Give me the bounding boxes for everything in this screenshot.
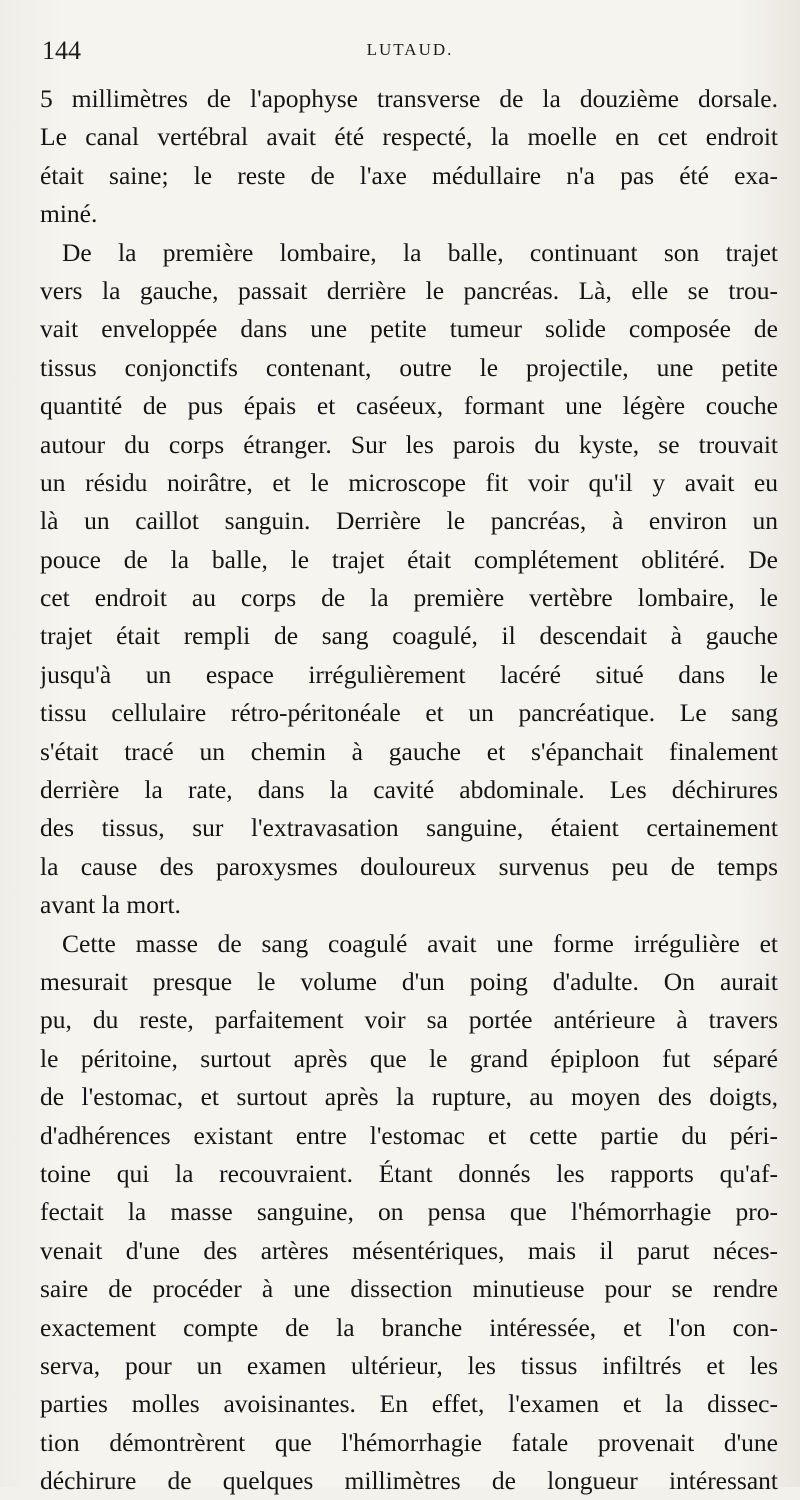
text-line: 5 millimètres de l'apophyse transverse de la douzième dorsale.: [40, 84, 778, 113]
text-line: avant la mort.: [40, 890, 181, 920]
text-line: d'adhérences existant entre l'estomac et cette partie du péri-: [40, 1120, 778, 1150]
text-line: serva, pour un examen ultérieur, les tissus infiltrés et les: [40, 1350, 778, 1380]
text-line: miné.: [40, 199, 98, 229]
text-line: pouce de la balle, le trajet était complétement oblitéré. De: [40, 544, 778, 574]
text-line: jusqu'à un espace irrégulièrement lacéré situé dans le: [40, 659, 778, 689]
body-text: [40, 80, 778, 1500]
text-line: saire de procéder à une dissection minutieuse pour se rendre: [40, 1274, 778, 1304]
text-line: vers la gauche, passait derrière le pancréas. Là, elle se trou-: [40, 275, 778, 305]
text-line: derrière la rate, dans la cavité abdominale. Les déchirures: [40, 775, 778, 805]
text-line: autour du corps étranger. Sur les parois du kyste, se trouvait: [40, 429, 778, 459]
text-line: mesurait presque le volume d'un poing d'adulte. On aurait: [40, 966, 778, 996]
text-line: parties molles avoisinantes. En effet, l'examen et la dissec-: [40, 1389, 778, 1419]
text-line: Cette masse de sang coagulé avait une forme irrégulière et: [62, 928, 778, 958]
text-line: était saine; le reste de l'axe médullaire n'a pas été exa-: [40, 160, 778, 190]
text-line: s'était tracé un chemin à gauche et s'épanchait finalement: [40, 736, 778, 766]
text-line: tissu cellulaire rétro-péritonéale et un pancréatique. Le sang: [40, 698, 778, 728]
text-line: fectait la masse sanguine, on pensa que l'hémorrhagie pro-: [40, 1197, 778, 1227]
text-line: quantité de pus épais et caséeux, formant une légère couche: [40, 391, 778, 421]
text-line: des tissus, sur l'extravasation sanguine, étaient certainement: [40, 813, 778, 843]
page-number: 144: [42, 36, 81, 65]
text-line: cet endroit au corps de la première vertèbre lombaire, le: [40, 583, 778, 613]
text-line: le péritoine, surtout après que le grand épiploon fut séparé: [40, 1043, 778, 1073]
text-line: venait d'une des artères mésentériques, mais il parut néces-: [40, 1235, 778, 1265]
text-line: trajet était rempli de sang coagulé, il descendait à gauche: [40, 621, 778, 651]
text-line: la cause des paroxysmes douloureux survenus peu de temps: [40, 851, 778, 881]
text-line: exactement compte de la branche intéressée, et l'on con-: [40, 1312, 778, 1342]
text-line: toine qui la recouvraient. Étant donnés les rapports qu'af-: [40, 1158, 778, 1188]
running-head: LUTAUD.: [366, 40, 454, 59]
text-line: tion démontrèrent que l'hémorrhagie fatale provenait d'une: [40, 1427, 778, 1457]
text-line: de l'estomac, et surtout après la rupture, au moyen des doigts,: [40, 1082, 778, 1112]
text-line: tissus conjonctifs contenant, outre le projectile, une petite: [40, 352, 778, 382]
text-line: là un caillot sanguin. Derrière le pancréas, à environ un: [40, 506, 778, 536]
text-line: un résidu noirâtre, et le microscope fit voir qu'il y avait eu: [40, 467, 778, 497]
text-line: pu, du reste, parfaitement voir sa portée antérieure à travers: [40, 1005, 778, 1035]
text-line: déchirure de quelques millimètres de longueur intéressant: [40, 1466, 778, 1496]
page-header: [40, 30, 780, 70]
text-line: vait enveloppée dans une petite tumeur solide composée de: [40, 314, 778, 344]
text-line: De la première lombaire, la balle, continuant son trajet: [62, 237, 778, 267]
text-line: Le canal vertébral avait été respecté, la moelle en cet endroit: [40, 122, 778, 152]
